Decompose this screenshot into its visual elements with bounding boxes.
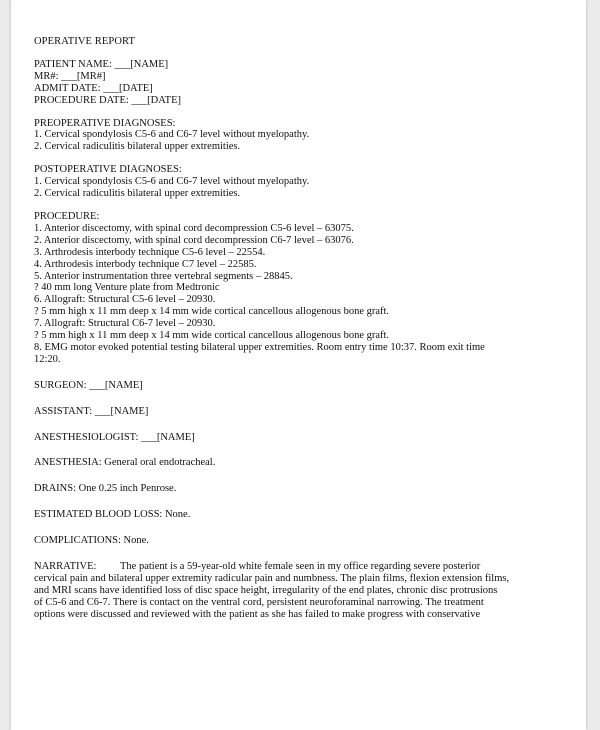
narrative-label: NARRATIVE:	[34, 561, 97, 573]
postoperative-heading: POSTOPERATIVE DIAGNOSES:	[34, 164, 182, 176]
surgeon-field: SURGEON: ___[NAME]	[34, 379, 143, 391]
report-title: OPERATIVE REPORT	[34, 36, 136, 47]
procedure-date-field: PROCEDURE DATE: ___[DATE]	[34, 94, 181, 106]
narrative-line: of C5-6 and C6-7. There is contact on the ventral cord, persistent neuroforaminal narrowing. The treatment	[34, 596, 484, 608]
procedure-line: 6. Allograft: Structural C5-6 level – 20930.	[34, 294, 216, 306]
document-page	[11, 0, 586, 730]
blood-loss-field: ESTIMATED BLOOD LOSS: None.	[34, 509, 191, 521]
procedure-line: ? 5 mm high x 11 mm deep x 14 mm wide cortical cancellous allogenous bone graft.	[34, 306, 390, 318]
postoperative-item: 1. Cervical spondylosis C5-6 and C6-7 level without myelopathy.	[34, 176, 310, 188]
postoperative-section	[34, 164, 574, 200]
procedure-heading: PROCEDURE:	[34, 210, 100, 222]
postoperative-item: 2. Cervical radiculitis bilateral upper extremities.	[34, 188, 241, 200]
patient-name-field: PATIENT NAME: ___[NAME]	[34, 58, 169, 70]
preoperative-item: 2. Cervical radiculitis bilateral upper extremities.	[34, 141, 241, 153]
complications-field: COMPLICATIONS: None.	[34, 535, 149, 547]
assistant-field: ASSISTANT: ___[NAME]	[34, 405, 149, 417]
mr-number-field: MR#: ___[MR#]	[34, 70, 106, 82]
procedure-line: 4. Arthrodesis interbody technique C7 level – 22585.	[34, 258, 257, 270]
narrative-line: options were discussed and reviewed with the patient as she has failed to make progress with conservative	[34, 608, 481, 620]
procedure-line: 8. EMG motor evoked potential testing bilateral upper extremities. Room entry time 10:37. Room exit time	[34, 341, 485, 353]
procedure-line: ? 5 mm high x 11 mm deep x 14 mm wide cortical cancellous allogenous bone graft.	[34, 330, 390, 342]
preoperative-section	[34, 118, 574, 154]
procedure-line: 5. Anterior instrumentation three vertebral segments – 28845.	[34, 270, 293, 282]
narrative-section	[34, 561, 574, 621]
procedure-line: ? 40 mm long Venture plate from Medtronic	[34, 282, 220, 294]
anesthesiologist-field: ANESTHESIOLOGIST: ___[NAME]	[34, 431, 195, 443]
narrative-line: and MRI scans have identified loss of disc space height, irregularity of the end plates, chronic disc protrusions	[34, 584, 498, 596]
narrative-first-line: The patient is a 59-year-old white female seen in my office regarding severe posterior	[120, 561, 481, 573]
preoperative-item: 1. Cervical spondylosis C5-6 and C6-7 level without myelopathy.	[34, 129, 310, 141]
procedure-line: 3. Arthrodesis interbody technique C5-6 level – 22554.	[34, 246, 266, 258]
procedure-line: 12:20.	[34, 353, 61, 365]
narrative-line: cervical pain and bilateral upper extremity radicular pain and numbness. The plain films, flexion extension films,	[34, 573, 510, 584]
patient-info-block	[34, 59, 574, 107]
procedure-line: 1. Anterior discectomy, with spinal cord decompression C5-6 level – 63075.	[34, 222, 354, 234]
procedure-line: 2. Anterior discectomy, with spinal cord decompression C6-7 level – 63076.	[34, 234, 354, 246]
preoperative-heading: PREOPERATIVE DIAGNOSES:	[34, 117, 176, 129]
operative-report	[34, 36, 574, 621]
anesthesia-field: ANESTHESIA: General oral endotracheal.	[34, 457, 216, 469]
procedure-section	[34, 211, 574, 366]
procedure-line: 7. Allograft: Structural C6-7 level – 20930.	[34, 318, 216, 330]
admit-date-field: ADMIT DATE: ___[DATE]	[34, 82, 153, 94]
drains-field: DRAINS: One 0.25 inch Penrose.	[34, 483, 177, 495]
